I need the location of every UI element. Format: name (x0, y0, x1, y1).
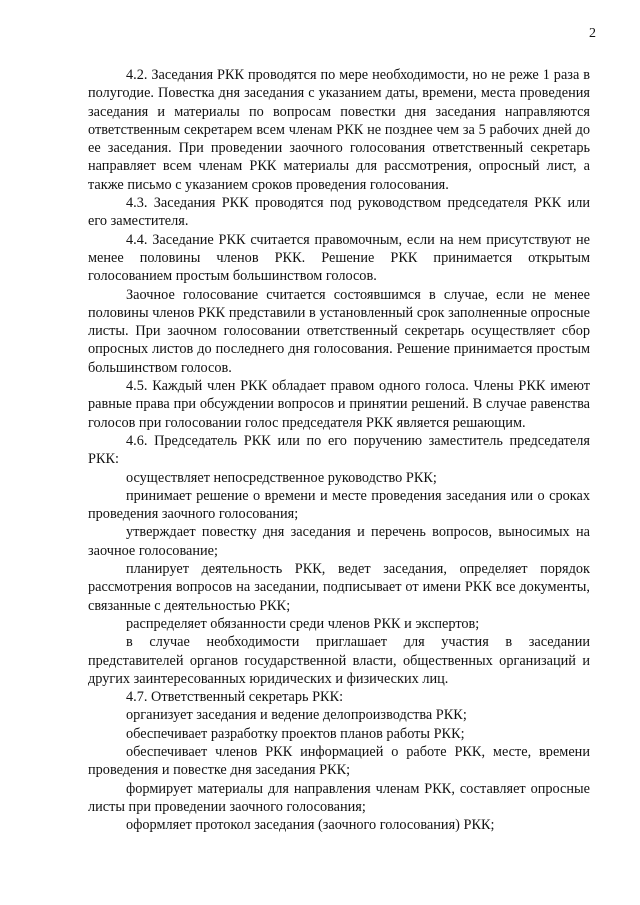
list-item: организует заседания и ведение делопроизводства РКК; (126, 707, 467, 724)
paragraph-4-7: 4.7. Ответственный секретарь РКК: (126, 689, 344, 706)
list-item: в случае необходимости приглашает для участия в заседании представителей органов государственной власти, общественных организаций и других заинтересованных юридических и физических лиц. (88, 634, 590, 687)
list-item: оформляет протокол заседания (заочного голосования) РКК; (126, 817, 495, 834)
paragraph-4-6: 4.6. Председатель РКК или по его поручению заместитель председателя РКК: (88, 432, 590, 468)
list-item: принимает решение о времени и месте проведения заседания или о сроках проведения заочного голосования; (88, 487, 590, 523)
list-item: осуществляет непосредственное руководство РКК; (126, 469, 437, 486)
list-item: обеспечивает разработку проектов планов работы РКК; (126, 725, 465, 742)
list-item: формирует материалы для направления членам РКК, составляет опросные листы при проведении заочного голосования; (88, 780, 590, 815)
paragraph-4-4: 4.4. Заседание РКК считается правомочным, если на нем присутствуют не менее половины членов РКК. Решение РКК принимается открытым голосованием простым большинством голосов. (88, 231, 590, 285)
list-item: планирует деятельность РКК, ведет заседания, определяет порядок рассмотрения вопросов на заседании, подписывает от имени РКК все документы, связанные с деятельностью РКК; (88, 561, 590, 614)
list-item: обеспечивает членов РКК информацией о работе РКК, месте, времени проведения и повестке дня заседания РКК; (88, 743, 590, 779)
paragraph-4-5: 4.5. Каждый член РКК обладает правом одного голоса. Члены РКК имеют равные права при обсуждении вопросов и принятии решений. В случае равенства голосов при голосовании голос председателя РКК является решающим. (88, 378, 590, 431)
list-item: утверждает повестку дня заседания и перечень вопросов, выносимых на заочное голосование; (88, 524, 590, 559)
paragraph-4-3: 4.3. Заседания РКК проводятся под руководством председателя РКК или его заместителя. (88, 195, 590, 230)
list-item: распределяет обязанности среди членов РКК и экспертов; (126, 615, 480, 632)
page-number: 2 (589, 26, 596, 41)
document-body (88, 66, 590, 834)
paragraph-absentee-vote: Заочное голосование считается состоявшимся в случае, если не менее половины членов РКК представили в установленный срок заполненные опросные листы. При заочном голосовании ответственный секретарь осуществляет сбор опросных листов до последнего дня голосования. Решение принимается простым большинством голосов. (88, 286, 590, 376)
paragraph-4-2: 4.2. Заседания РКК проводятся по мере необходимости, но не реже 1 раза в полугодие. Повестка дня заседания с указанием даты, времени, места проведения заседания и материалы по вопросам повестки дня заседания направляются ответственным секретарем всем членам РКК не позднее чем за 5 рабочих дней до ее заседания. При проведении заочного голосования ответственный секретарь направляет всем членам РКК материалы для рассмотрения, опросный лист, а также письмо с указанием сроков проведения голосования. (88, 67, 590, 193)
